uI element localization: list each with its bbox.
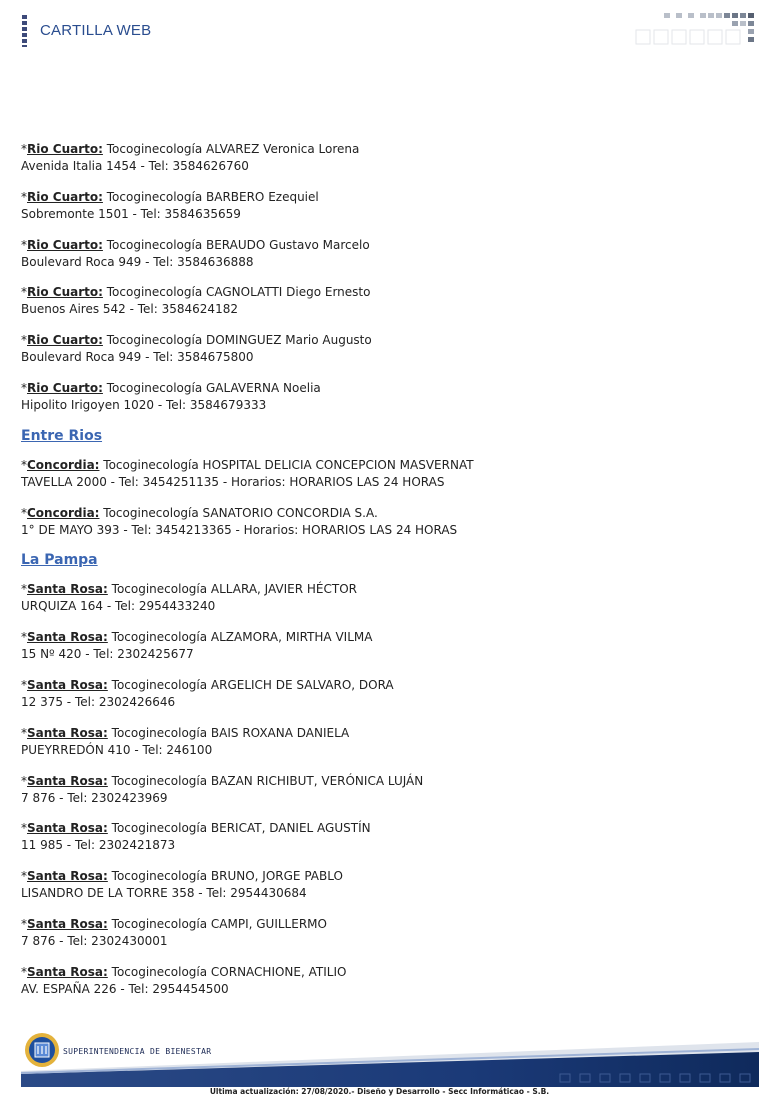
provider-address: Hipolito Irigoyen 1020 - Tel: 3584679333 — [21, 397, 267, 412]
city-link[interactable]: Santa Rosa: — [27, 773, 108, 788]
list-item: *Concordia: Tocoginecología SANATORIO CONCORDIA S.A. 1° DE MAYO 393 - Tel: 3454213365 - Horarios: HORARIOS LAS 24 HORAS — [21, 505, 458, 537]
city-link[interactable]: Rio Cuarto: — [27, 380, 103, 395]
provider-name: Tocoginecología CAMPI, GUILLERMO — [111, 916, 327, 931]
provider-name: Tocoginecología CAGNOLATTI Diego Ernesto — [106, 285, 371, 300]
city-link[interactable]: Santa Rosa: — [27, 869, 108, 884]
provider-address: Boulevard Roca 949 - Tel: 3584636888 — [21, 254, 254, 269]
list-item: *Rio Cuarto: Tocoginecología DOMINGUEZ Mario Augusto Boulevard Roca 949 - Tel: 3584675800 — [21, 333, 372, 365]
list-item: *Rio Cuarto: Tocoginecología ALVAREZ Veronica Lorena Avenida Italia 1454 - Tel: 3584626760 — [21, 142, 360, 173]
provider-address: PUEYRREDÓN 410 - Tel: 246100 — [21, 742, 213, 757]
provider-address: 7 876 - Tel: 2302423969 — [21, 790, 168, 805]
list-item: *Rio Cuarto: Tocoginecología CAGNOLATTI Diego Ernesto Buenos Aires 542 - Tel: 3584624182 — [21, 285, 371, 317]
provider-address: 15 Nº 420 - Tel: 2302425677 — [21, 647, 194, 662]
city-link[interactable]: Santa Rosa: — [27, 964, 108, 979]
provider-name: Tocoginecología ALZAMORA, MIRTHA VILMA — [111, 630, 373, 645]
footer-update-note: Ultima actualización: 27/08/2020.- Diseño y Desarrollo - Secc Informáticao - S.B. — [209, 1087, 550, 1096]
list-item: *Rio Cuarto: Tocoginecología BARBERO Ezequiel Sobremonte 1501 - Tel: 3584635659 — [21, 189, 319, 221]
provider-list — [21, 141, 741, 1012]
list-item: *Concordia: Tocoginecología HOSPITAL DELICIA CONCEPCION MASVERNAT TAVELLA 2000 - Tel: 3454251135 - Horarios: HORARIOS LAS 24 HORAS — [21, 457, 474, 489]
list-item: *Santa Rosa: Tocoginecología CAMPI, GUILLERMO 7 876 - Tel: 2302430001 — [21, 916, 327, 948]
footer-org-label: SUPERINTENDENCIA DE BIENESTAR — [63, 1047, 212, 1056]
list-item: *Santa Rosa: Tocoginecología CORNACHIONE, ATILIO AV. ESPAÑA 226 - Tel: 2954454500 — [21, 964, 347, 996]
crest-logo-icon — [24, 1032, 60, 1068]
city-link[interactable]: Rio Cuarto: — [27, 142, 103, 156]
provider-name: Tocoginecología BARBERO Ezequiel — [106, 189, 319, 204]
city-link[interactable]: Santa Rosa: — [27, 582, 108, 597]
list-item: *Santa Rosa: Tocoginecología BAIS ROXANA DANIELA PUEYRREDÓN 410 - Tel: 246100 — [21, 725, 350, 757]
provider-name: Tocoginecología BERICAT, DANIEL AGUSTÍN — [111, 821, 371, 836]
provider-name: Tocoginecología DOMINGUEZ Mario Augusto — [106, 333, 372, 348]
list-item: *Santa Rosa: Tocoginecología BAZAN RICHIBUT, VERÓNICA LUJÁN 7 876 - Tel: 2302423969 — [21, 773, 424, 805]
provider-address: Sobremonte 1501 - Tel: 3584635659 — [21, 206, 241, 221]
provider-name: Tocoginecología BRUNO, JORGE PABLO — [111, 869, 343, 884]
list-item: *Santa Rosa: Tocoginecología ALZAMORA, MIRTHA VILMA 15 Nº 420 - Tel: 2302425677 — [21, 630, 373, 662]
provider-address: Buenos Aires 542 - Tel: 3584624182 — [21, 302, 238, 317]
city-link[interactable]: Rio Cuarto: — [27, 189, 103, 204]
page-title: CARTILLA WEB — [40, 22, 152, 39]
provider-name: Tocoginecología BERAUDO Gustavo Marcelo — [106, 237, 370, 252]
list-item: *Rio Cuarto: Tocoginecología BERAUDO Gustavo Marcelo Boulevard Roca 949 - Tel: 3584636888 — [21, 237, 370, 269]
provider-address: 12 375 - Tel: 2302426646 — [21, 694, 176, 709]
city-link[interactable]: Concordia: — [27, 457, 100, 472]
provider-address: 11 985 - Tel: 2302421873 — [21, 838, 176, 853]
provider-address: Boulevard Roca 949 - Tel: 3584675800 — [21, 350, 254, 365]
city-link[interactable]: Santa Rosa: — [27, 725, 108, 740]
city-link[interactable]: Rio Cuarto: — [27, 237, 103, 252]
province-heading-la-pampa[interactable]: La Pampa — [21, 552, 98, 569]
provider-address: URQUIZA 164 - Tel: 2954433240 — [21, 599, 216, 614]
provider-name: Tocoginecología ALLARA, JAVIER HÉCTOR — [111, 582, 358, 597]
provider-name: Tocoginecología ALVAREZ Veronica Lorena — [106, 142, 360, 156]
provider-name: Tocoginecología HOSPITAL DELICIA CONCEPCION MASVERNAT — [103, 457, 474, 472]
header-bar-decoration — [22, 15, 27, 47]
provider-address: AV. ESPAÑA 226 - Tel: 2954454500 — [21, 981, 229, 996]
list-item: *Santa Rosa: Tocoginecología ARGELICH DE SALVARO, DORA 12 375 - Tel: 2302426646 — [21, 677, 394, 709]
list-item: *Santa Rosa: Tocoginecología ALLARA, JAVIER HÉCTOR URQUIZA 164 - Tel: 2954433240 — [21, 582, 358, 614]
city-link[interactable]: Rio Cuarto: — [27, 285, 103, 300]
list-item: *Santa Rosa: Tocoginecología BERICAT, DANIEL AGUSTÍN 11 985 - Tel: 2302421873 — [21, 821, 371, 853]
city-link[interactable]: Santa Rosa: — [27, 677, 108, 692]
city-link[interactable]: Santa Rosa: — [27, 630, 108, 645]
city-link[interactable]: Santa Rosa: — [27, 821, 108, 836]
provider-address: TAVELLA 2000 - Tel: 3454251135 - Horarios: HORARIOS LAS 24 HORAS — [21, 474, 445, 489]
provider-name: Tocoginecología BAZAN RICHIBUT, VERÓNICA LUJÁN — [111, 773, 424, 788]
provider-name: Tocoginecología BAIS ROXANA DANIELA — [111, 725, 350, 740]
city-link[interactable]: Rio Cuarto: — [27, 333, 103, 348]
grid-squares-icon — [634, 10, 759, 48]
provider-name: Tocoginecología SANATORIO CONCORDIA S.A. — [103, 505, 378, 520]
province-heading-entre-rios[interactable]: Entre Rios — [21, 427, 103, 444]
city-link[interactable]: Concordia: — [27, 505, 100, 520]
city-link[interactable]: Santa Rosa: — [27, 916, 108, 931]
list-item: *Santa Rosa: Tocoginecología BRUNO, JORGE PABLO LISANDRO DE LA TORRE 358 - Tel: 2954430684 — [21, 869, 343, 901]
provider-address: 7 876 - Tel: 2302430001 — [21, 933, 168, 948]
provider-name: Tocoginecología ARGELICH DE SALVARO, DORA — [111, 677, 394, 692]
list-item: *Rio Cuarto: Tocoginecología GALAVERNA Noelia Hipolito Irigoyen 1020 - Tel: 3584679333 — [21, 380, 321, 412]
provider-name: Tocoginecología CORNACHIONE, ATILIO — [111, 964, 347, 979]
provider-address: 1° DE MAYO 393 - Tel: 3454213365 - Horarios: HORARIOS LAS 24 HORAS — [21, 522, 458, 537]
provider-address: Avenida Italia 1454 - Tel: 3584626760 — [21, 159, 249, 173]
provider-address: LISANDRO DE LA TORRE 358 - Tel: 2954430684 — [21, 886, 307, 901]
provider-name: Tocoginecología GALAVERNA Noelia — [106, 380, 321, 395]
